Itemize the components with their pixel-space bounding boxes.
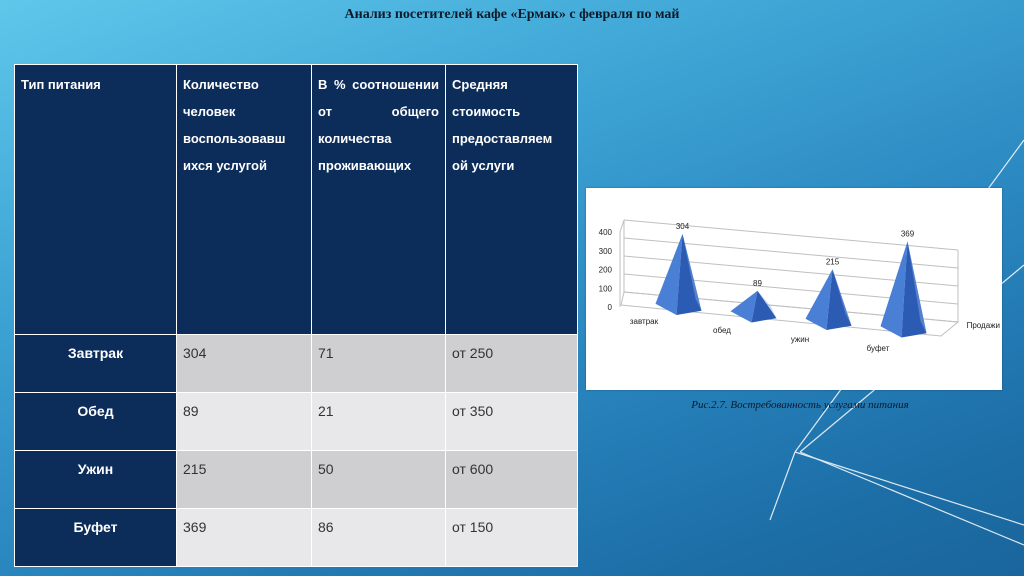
row-price: от 250 — [446, 335, 578, 393]
slide-title: Анализ посетителей кафе «Ермак» с февраля по май — [344, 7, 680, 22]
y-tick-label: 100 — [598, 284, 612, 294]
data-label: 304 — [675, 221, 690, 231]
row-meal-type: Завтрак — [15, 335, 177, 393]
visitors-table — [14, 64, 578, 567]
row-price: от 150 — [446, 509, 578, 567]
figure-caption: Рис.2.7. Востребованность услугами питания — [691, 399, 909, 411]
row-count: 304 — [177, 335, 312, 393]
x-tick-label: обед — [713, 326, 731, 335]
header-count: Количество человек воспользовавш ихся услугой — [177, 65, 312, 335]
x-tick-label: завтрак — [629, 317, 659, 326]
row-percent: 21 — [312, 393, 446, 451]
table-row — [15, 393, 578, 451]
y-tick-label: 300 — [598, 246, 612, 256]
row-meal-type: Буфет — [15, 509, 177, 567]
table-row — [15, 335, 578, 393]
table-row — [15, 451, 578, 509]
series-label: Продажи — [966, 321, 1000, 330]
row-meal-type: Ужин — [15, 451, 177, 509]
pyramid-chart — [586, 188, 1002, 390]
header-percent: В % соотношении от общего количества проживающих — [312, 65, 446, 335]
y-tick-label: 0 — [607, 303, 612, 312]
row-price: от 600 — [446, 451, 578, 509]
header-meal-type: Тип питания — [15, 65, 177, 335]
x-tick-label: буфет — [866, 344, 890, 353]
x-tick-label: ужин — [790, 335, 810, 344]
row-percent: 71 — [312, 335, 446, 393]
y-tick-label: 400 — [598, 228, 612, 237]
row-count: 215 — [177, 451, 312, 509]
row-count: 369 — [177, 509, 312, 567]
y-tick-label: 200 — [598, 265, 612, 275]
header-price: Средняя стоимость предоставляем ой услуги — [446, 65, 578, 335]
data-label: 369 — [900, 229, 915, 239]
table-row — [15, 509, 578, 567]
row-percent: 50 — [312, 451, 446, 509]
row-price: от 350 — [446, 393, 578, 451]
wall-edge — [620, 220, 624, 232]
data-label: 215 — [825, 257, 840, 267]
data-label: 89 — [753, 278, 762, 288]
row-percent: 86 — [312, 509, 446, 567]
row-count: 89 — [177, 393, 312, 451]
row-meal-type: Обед — [15, 393, 177, 451]
pyramid-chart-panel — [586, 188, 1002, 390]
